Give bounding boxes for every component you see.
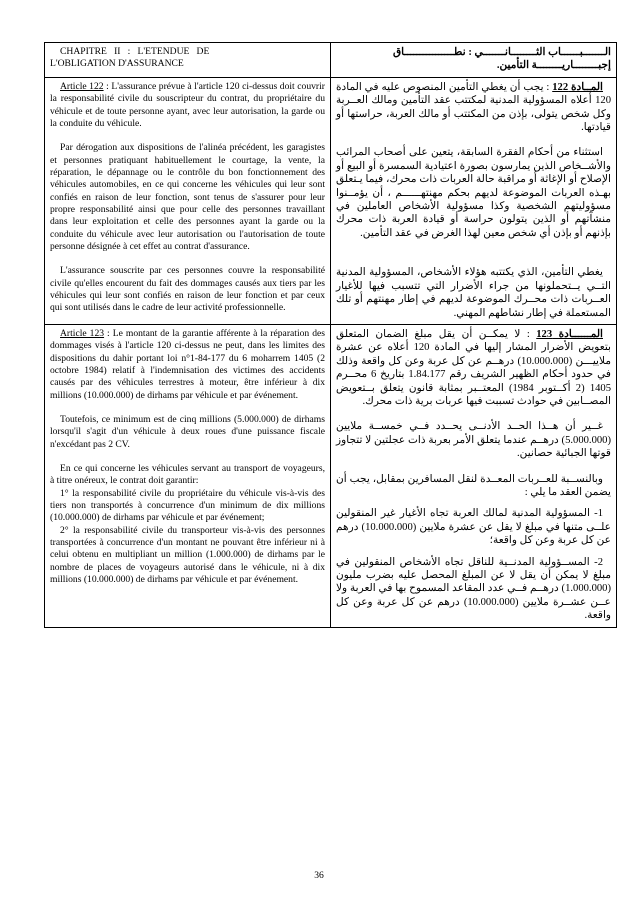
page-number: 36 [314,870,324,881]
article-123-fr-para1 [50,328,325,402]
article-123-fr-para3: En ce qui concerne les véhicules servant au transport de voyageurs, à titre onéreux, le contrat doit garantir: [50,463,325,487]
article-123-ar-para5: 2- المســؤولية المدنــية للناقل تجاه الأشخاص المنقولين في مبلغ لا يمكن أن يقل لا عن المبلغ المحصل عليه بضرب مليون (1.000.000) درهــم فــي عدد المقاعد المسموح بها في العربة ولا عــن عشــرة ملايين (10.000.000) درهم عن كل عربة وعن كل واقعة. [336,556,611,622]
article-122-ar-title: المــادة 122 [552,81,603,93]
article-123-ar-para3: وبالنســبة للعــربات المعــدة لنقل المسافرين بمقابل، يجب أن يضمن العقد ما يلي : [336,473,611,498]
article-122-ar-para2: استثناء من أحكام الفقرة السابقة، يتعين على أصحاب المرائب والأشــخاص الذين يمارسون بصورة اعتيادية السمسرة أو البيع أو الإصلاح أو الإغاثة أو مراقبة حالة العربات ذات محرك، فيما يـتعلق بهـذه العربات الموضوعة لديهم بحكم مهنتهــــــم ، أن يؤمــنوا مسؤوليتهم الشخصية وكذا مسؤولية الأشخاص العاملين في منشآتهم أو الذين يتولون حراسة أو قيادة العربة ذات محرك بإذنهم أو بإذن أي شخص معين لهذا الغرض في عقد التأمين. [336,147,611,239]
article-123-fr-text1: : Le montant de la garantie afférente à la réparation des dommages visés à l'article 120 ci-dessus ne peut, dans les limites des dispositions du dahir portant loi n°1-84-177 du 6 moharrem 1405 (2 octobre 1984) relatif à l'indemnisation des victimes des accidents causés par des véhicules terrestres à moteur, être inférieur à dix millions (10.000.000) de dirhams par véhicule et par événement. [50,327,325,401]
article-122-fr [45,77,331,324]
bilingual-table [44,42,617,628]
article-123-ar-para4: 1- المسؤولية المدنية لمالك العربة تجاه الأغيار غير المنقولين علــى متنها في مبلغ لا يقل عن عشرة ملايين (10.000.000) درهم عن كل عربة وعن كل واقعة؛ [336,508,611,547]
article-122-fr-text1: : L'assurance prévue à l'article 120 ci-dessus doit couvrir la responsabilité civile du souscripteur du contrat, du propriétaire du véhicule et de toute personne ayant, avec leur autorisation, la garde ou la conduite du véhicule. [50,80,325,129]
chapter-title-ar-line1: الـــــــبــــــاب الثــــــــانـــــــي : نطــــــــــــــــاق [392,47,611,58]
article-123-ar-text1: : لا يمكــن أن يقل مبلغ الضمان المتعلق بتعويض الأضرار المشار إليها في المادة 120 أعلاه عن عشرة ملاييـــن (10.000.000) درهــم عن كل عربة وعن كل واقعة وذلك في حدود أحكام الظهير الشريف رقم 1.84.177 بتاريخ 6 محــرم 1405 (2 أكــتوبر 1984) المعتــبر بمثابة قانون يتعلق بــتعويض المصــابين في حوادث تسببت فيها عربات برية ذات محرك. [336,328,611,407]
chapter-title-ar-line2: إجبــــــــاريــــــــة التأمين. [496,60,611,72]
article-123-fr-para4: 1° la responsabilité civile du propriétaire du véhicule vis-à-vis des tiers non transportés à concurrence d'un minimum de dix millions (10.000.000) de dirhams par véhicule et par événement; [50,487,325,524]
article-123-ar-title: المــــــادة 123 [536,328,603,340]
article-123-ar [331,324,617,627]
header-row [45,43,617,78]
article-122-ar-para1 [336,81,611,135]
article-122-ar-para3: يغطي التأمين، الذي يكتتبه هؤلاء الأشخاص، المسؤولية المدنية التــي يــتحملونها من جراء الأضرار التي تتسبب فيها للأغيار العــربات ذات محــرك الموضوعة لديهم في إطار مهنتهم أو تلك المستعملة في إطار نشاطهم المهني. [336,267,611,319]
chapter-title-fr [45,43,331,78]
article-122-ar-text1: : يجب أن يغطي التأمين المنصوص عليه في المادة 120 أعلاه المسؤولية المدنية لمكتتب عقد التأمين ومالك العــربة وكل شخص يتولى، بإذن من المكتتب أو مالك العربة، حراستها أو قيادتها. [336,81,611,134]
article-123-row [45,324,617,627]
article-123-ar-para2: غــير أن هــذا الحــد الأدنــى يحــدد فــي خمســة ملايين (5.000.000) درهــم عندما يتعلق الأمر بعربة ذات عجلتين لا تتجاوز قوتها الجبائية حصانين. [336,421,611,460]
article-123-fr-para2: Toutefois, ce minimum est de cinq millions (5.000.000) de dirhams lorsqu'il s'agit d'un véhicule à deux roues d'une puissance fiscale n'excédant pas 2 CV. [50,413,325,450]
article-123-fr-title: Article 123 [60,327,105,339]
article-123-ar-para1 [336,328,611,408]
article-123-fr [45,324,331,627]
article-122-fr-para3: L'assurance souscrite par ces personnes couvre la responsabilité civile qu'elles encourent du fait des dommages causés aux tiers par les véhicules qui leur sont confiés en raison de leur fonction et par ceux qui sont utilisés dans le cadre de leur activité professionnelle. [50,265,325,314]
article-122-row [45,77,617,324]
page [44,42,614,628]
article-122-fr-para2: Par dérogation aux dispositions de l'alinéa précédent, les garagistes et personnes pratiquant habituellement le courtage, la vente, la réparation, le dépannage ou le contrôle du bon fonctionnement des véhicules automobiles, en ce qui concerne les véhicules qui leur sont confiés en raison de leur fonction, sont tenus de s'assurer pour leur propre responsabilité ainsi que pour celle des personnes travaillant dans leur exploitation et celle des personnes ayant la garde ou la conduite du véhicule avec leur autorisation ou l'autorisation de toute personne désignée à cet effet au contrat d'assurance. [50,142,325,252]
article-122-ar [331,77,617,324]
chapter-title-ar [331,43,617,78]
chapter-title-fr-line1: CHAPITRE II : L'ETENDUE DE [60,46,210,57]
chapter-title-fr-line2: L'OBLIGATION D'ASSURANCE [50,58,184,70]
article-123-fr-para5: 2° la responsabilité civile du transporteur vis-à-vis des personnes transportées à concurrence d'un montant ne pouvant être inférieur ni à celui obtenu en multipliant un million (1.000.000) de dirhams par le nombre de places de voyageurs autorisé dans le véhicule, ni à dix millions (10.000.000) de dirhams par véhicule et par événement. [50,524,325,586]
article-122-fr-title: Article 122 [60,80,104,92]
article-122-fr-para1 [50,81,325,130]
